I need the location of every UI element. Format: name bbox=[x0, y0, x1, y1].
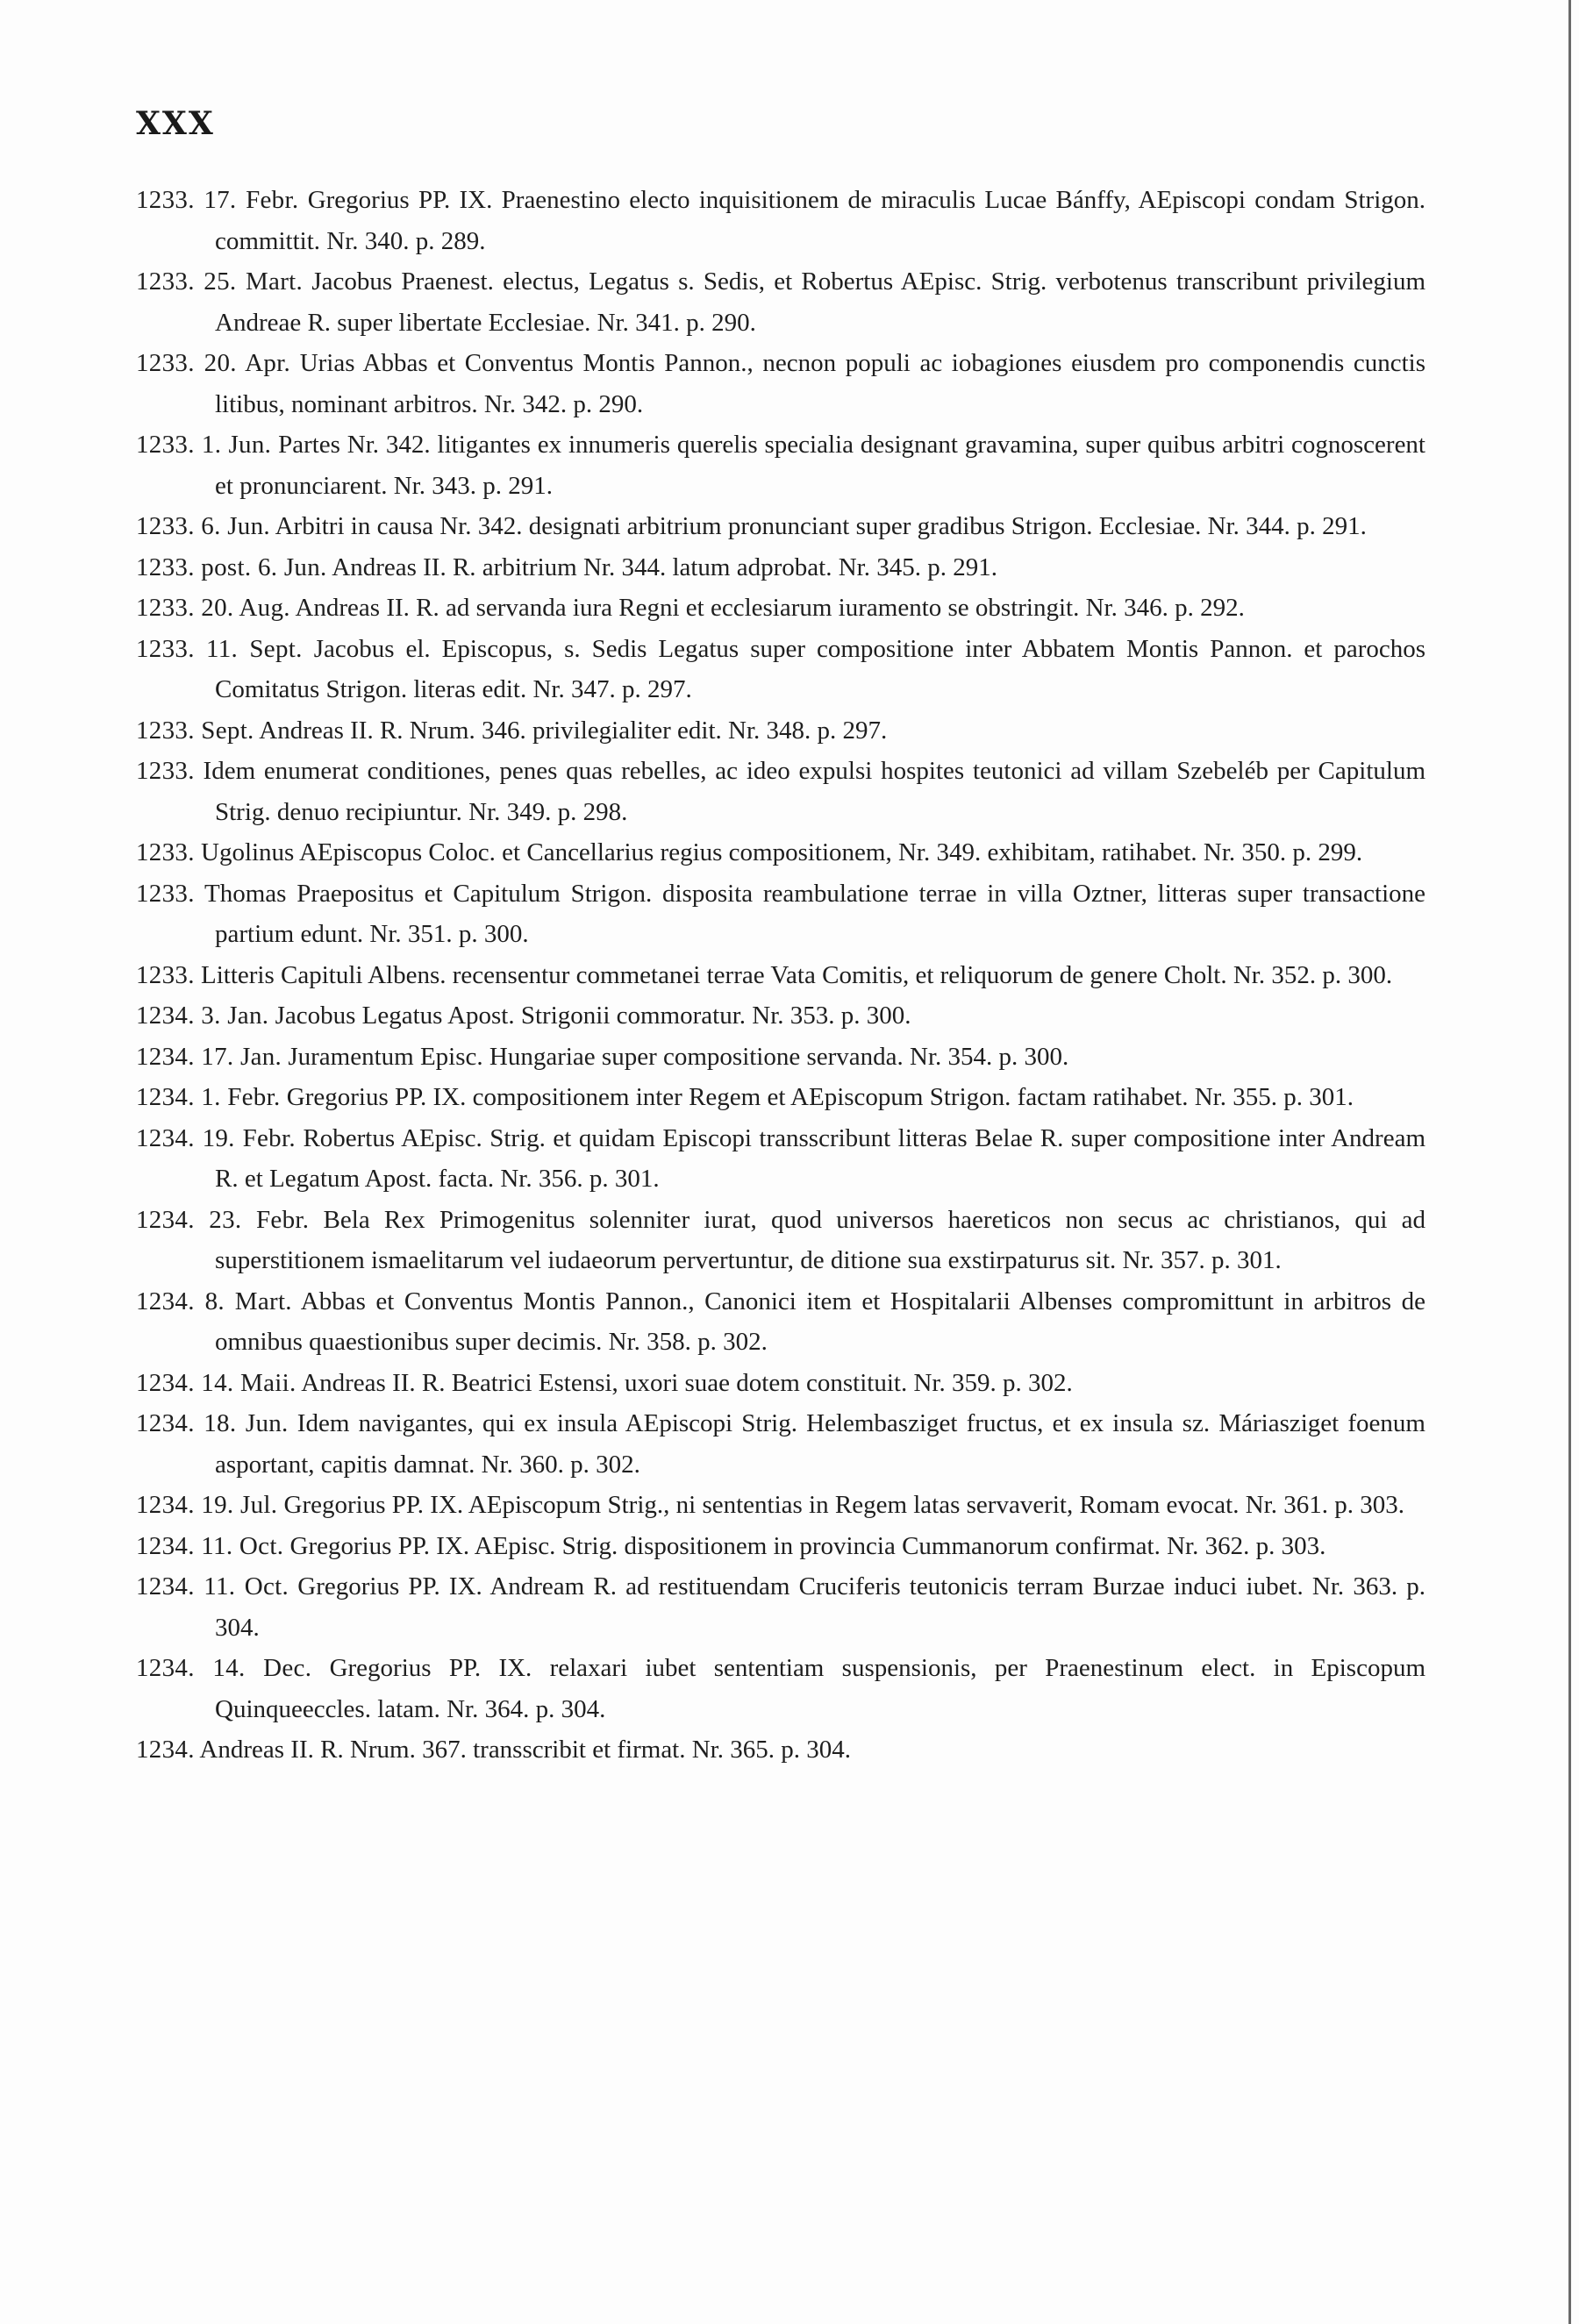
regest-entry bbox=[136, 1037, 1425, 1078]
regest-entry bbox=[136, 1363, 1425, 1404]
entry-text: Andreas II. R. arbitrium Nr. 344. latum adprobat. Nr. 345. p. 291. bbox=[332, 552, 997, 581]
regest-entry bbox=[136, 1526, 1425, 1567]
entry-text: Gregorius PP. IX. compositionem inter Regem et AEpiscopum Strigon. factam ratihabet. Nr. 355. p. 301. bbox=[286, 1083, 1354, 1111]
entry-date: 1233. 20. Apr. bbox=[136, 349, 291, 377]
regest-entry bbox=[136, 261, 1425, 343]
entry-date: 1233. 25. Mart. bbox=[136, 267, 304, 296]
regesta-list bbox=[136, 180, 1425, 1771]
entry-date: 1233. 20. Aug. bbox=[136, 594, 290, 622]
entry-date: 1233. bbox=[136, 757, 195, 785]
entry-date: 1234. bbox=[136, 1736, 195, 1764]
entry-text: Abbas et Conventus Montis Pannon., Canonici item et Hospitalarii Albenses compromittunt in arbitros de omnibus quaestionibus super decimis. Nr. 358. p. 302. bbox=[215, 1287, 1425, 1356]
entry-text: Bela Rex Primogenitus solenniter iurat, quod universos haereticos non secus ac christianos, qui ad superstitionem ismaelitarum vel iudaeorum pervertuntur, de ditione sua exstirpaturus sit. Nr. 357. p. 301. bbox=[215, 1205, 1426, 1274]
regest-entry bbox=[136, 751, 1425, 832]
entry-text: Gregorius PP. IX. relaxari iubet sententiam suspensionis, per Praenestinum elect. in Episcopum Quinqueeccles. latam. Nr. 364. p. 304. bbox=[215, 1654, 1425, 1723]
entry-text: Litteris Capituli Albens. recensentur commetanei terrae Vata Comitis, et reliquorum de genere Cholt. Nr. 352. p. 300. bbox=[201, 960, 1393, 989]
entry-text: Idem enumerat conditiones, penes quas rebelles, ac ideo expulsi hospites teutonici ad villam Szebeléb per Capitulum Strig. denuo recipiuntur. Nr. 349. p. 298. bbox=[203, 757, 1426, 826]
regest-entry bbox=[136, 1281, 1425, 1363]
entry-date: 1233. Sept. bbox=[136, 716, 254, 745]
regest-entry bbox=[136, 506, 1425, 547]
entry-text: Gregorius PP. IX. Andream R. ad restituendam Cruciferis teutonicis terram Burzae induci iubet. Nr. 363. p. 304. bbox=[215, 1572, 1426, 1642]
entry-text: Andreas II. R. ad servanda iura Regni et ecclesiarum iuramento se obstringit. Nr. 346. p. 292. bbox=[295, 594, 1245, 622]
entry-date: 1234. 23. Febr. bbox=[136, 1205, 310, 1234]
entry-text: Arbitri in causa Nr. 342. designati arbitrium pronunciant super gradibus Strigon. Ecclesiae. Nr. 344. p. 291. bbox=[275, 512, 1367, 540]
entry-date: 1234. 1. Febr. bbox=[136, 1083, 281, 1111]
entry-text: Juramentum Episc. Hungariae super compositione servanda. Nr. 354. p. 300. bbox=[288, 1042, 1069, 1071]
entry-text: Andreas II. R. Nrum. 346. privilegialiter edit. Nr. 348. p. 297. bbox=[259, 716, 888, 745]
entry-text: Jacobus el. Episcopus, s. Sedis Legatus super compositione inter Abbatem Montis Pannon. et parochos Comitatus Strigon. literas edit. Nr. 347. p. 297. bbox=[215, 634, 1426, 703]
regest-entry bbox=[136, 424, 1425, 506]
entry-text: Jacobus Legatus Apost. Strigonii commoratur. Nr. 353. p. 300. bbox=[275, 1002, 911, 1030]
regest-entry bbox=[136, 1648, 1425, 1729]
entry-date: 1234. 14. Maii. bbox=[136, 1368, 297, 1397]
entry-text: Andreas II. R. Nrum. 367. transscribit et firmat. Nr. 365. p. 304. bbox=[199, 1736, 851, 1764]
regest-entry bbox=[136, 343, 1425, 424]
entry-text: Thomas Praepositus et Capitulum Strigon. disposita reambulatione terrae in villa Oztner, litteras super transactione partium edunt. Nr. 351. p. 300. bbox=[204, 879, 1425, 948]
regest-entry bbox=[136, 873, 1425, 955]
entry-date: 1234. 18. Jun. bbox=[136, 1409, 289, 1437]
entry-date: 1233. 17. Febr. bbox=[136, 186, 299, 214]
entry-date: 1234. 8. Mart. bbox=[136, 1287, 292, 1315]
entry-text: Idem navigantes, qui ex insula AEpiscopi Strig. Helembasziget fructus, et ex insula sz. Máriasziget foenum asportant, capitis damnat. Nr. 360. p. 302. bbox=[215, 1409, 1425, 1479]
entry-date: 1233. 6. Jun. bbox=[136, 512, 270, 540]
entry-text: Gregorius PP. IX. AEpiscopum Strig., ni sententias in Regem latas servaverit, Romam evocat. Nr. 361. p. 303. bbox=[283, 1491, 1404, 1519]
entry-text: Jacobus Praenest. electus, Legatus s. Sedis, et Robertus AEpisc. Strig. verbotenus transcribunt privilegium Andreae R. super libertate Ecclesiae. Nr. 341. p. 290. bbox=[215, 267, 1426, 337]
entry-date: 1234. 19. Jul. bbox=[136, 1491, 278, 1519]
regest-entry bbox=[136, 629, 1425, 710]
regest-entry bbox=[136, 1077, 1425, 1118]
entry-date: 1234. 11. Oct. bbox=[136, 1572, 289, 1600]
regest-entry bbox=[136, 955, 1425, 996]
page-edge-rule bbox=[1568, 0, 1571, 2324]
page-number-roman: XXX bbox=[136, 105, 215, 142]
entry-date: 1234. 3. Jan. bbox=[136, 1002, 269, 1030]
regest-entry bbox=[136, 1118, 1425, 1200]
regest-entry bbox=[136, 1403, 1425, 1485]
entry-date: 1233. 1. Jun. bbox=[136, 431, 272, 459]
entry-date: 1234. 17. Jan. bbox=[136, 1042, 282, 1071]
regest-entry bbox=[136, 832, 1425, 873]
entry-text: Partes Nr. 342. litigantes ex innumeris querelis specialia designant gravamina, super quibus arbitri cognoscerent et pronunciarent. Nr. 343. p. 291. bbox=[215, 431, 1425, 500]
entry-date: 1233. post. 6. Jun. bbox=[136, 552, 327, 581]
regest-entry bbox=[136, 547, 1425, 588]
entry-text: Urias Abbas et Conventus Montis Pannon., necnon populi ac iobagiones eiusdem pro componendis cunctis litibus, nominant arbitros. Nr. 342. p. 290. bbox=[215, 349, 1425, 418]
regest-entry bbox=[136, 180, 1425, 261]
entry-date: 1233. 11. Sept. bbox=[136, 634, 303, 663]
regest-entry bbox=[136, 588, 1425, 629]
entry-date: 1233. bbox=[136, 838, 195, 866]
regest-entry bbox=[136, 1200, 1425, 1281]
entry-text: Gregorius PP. IX. Praenestino electo inquisitionem de miraculis Lucae Bánffy, AEpiscopi condam Strigon. committit. Nr. 340. p. 289. bbox=[215, 186, 1426, 255]
entry-date: 1233. bbox=[136, 879, 195, 908]
regest-entry bbox=[136, 1485, 1425, 1526]
entry-date: 1233. bbox=[136, 960, 195, 989]
entry-text: Ugolinus AEpiscopus Coloc. et Cancellarius regius compositionem, Nr. 349. exhibitam, ratihabet. Nr. 350. p. 299. bbox=[201, 838, 1363, 866]
entry-date: 1234. 11. Oct. bbox=[136, 1531, 284, 1560]
entry-text: Robertus AEpisc. Strig. et quidam Episcopi transscribunt litteras Belae R. super compositione inter Andream R. et Legatum Apost. facta. Nr. 356. p. 301. bbox=[215, 1123, 1426, 1193]
regest-entry bbox=[136, 710, 1425, 752]
entry-date: 1234. 14. Dec. bbox=[136, 1654, 312, 1682]
regest-entry bbox=[136, 1729, 1425, 1771]
entry-date: 1234. 19. Febr. bbox=[136, 1123, 296, 1152]
regest-entry bbox=[136, 1566, 1425, 1648]
entry-text: Gregorius PP. IX. AEpisc. Strig. dispositionem in provincia Cummanorum confirmat. Nr. 362. p. 303. bbox=[289, 1531, 1326, 1560]
entry-text: Andreas II. R. Beatrici Estensi, uxori suae dotem constituit. Nr. 359. p. 302. bbox=[301, 1368, 1073, 1397]
regest-entry bbox=[136, 995, 1425, 1037]
